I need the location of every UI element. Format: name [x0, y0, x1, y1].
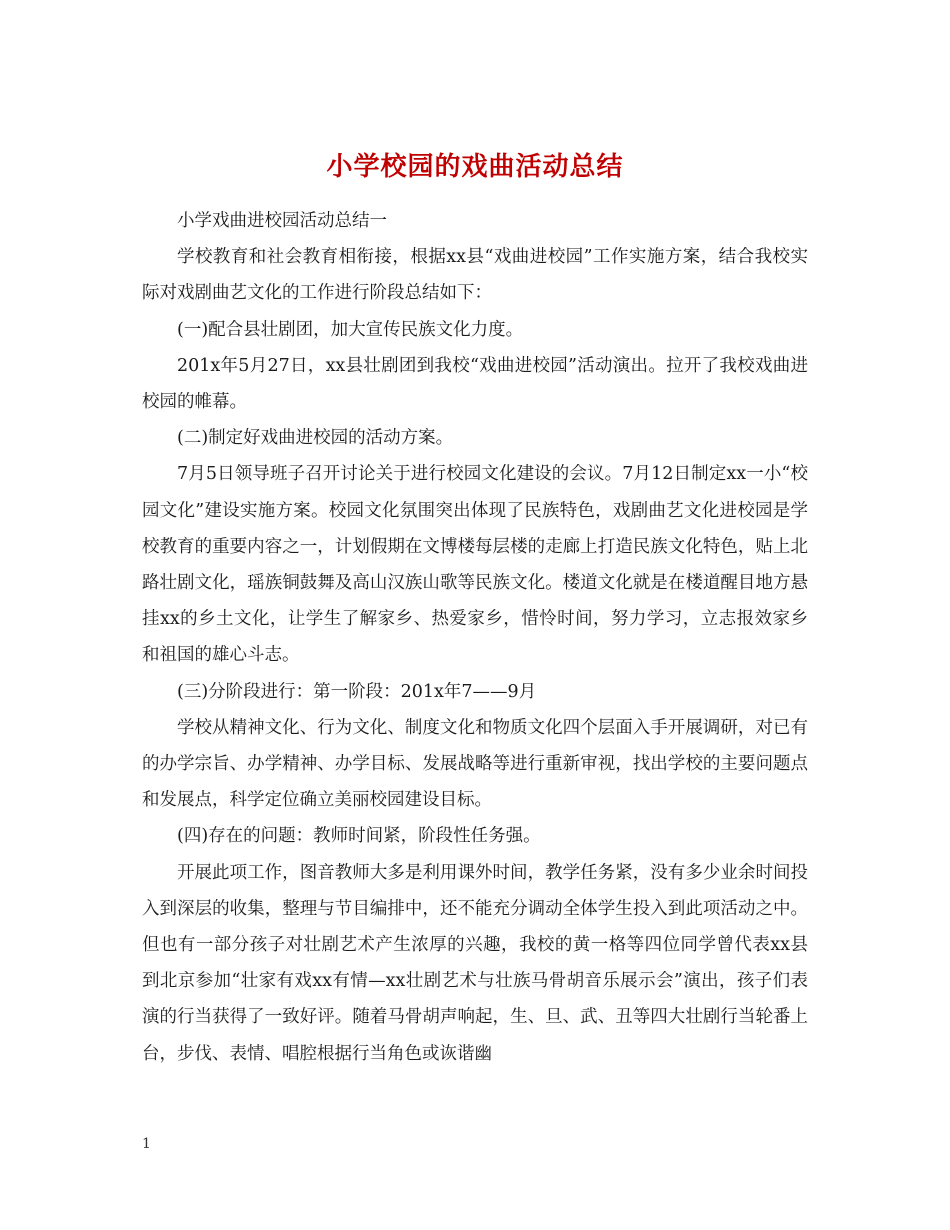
section-heading: 小学戏曲进校园活动总结一 [177, 211, 387, 231]
page-number: 1 [142, 1136, 151, 1152]
paragraph: 开展此项工作，图音教师大多是利用课外时间，教学任务紧，没有多少业余时间投入到深层的收集，整理与节目编排中，还不能充分调动全体学生投入到此项活动之中。但也有一部分孩子对壮剧艺术产生浓厚的兴趣，我校的黄一格等四位同学曾代表xx县到北京参加“壮家有戏xx有情—xx壮剧艺术与壮族马骨胡音乐展示会”演出，孩子们表演的行当获得了一致好评。随着马骨胡声响起，生、旦、武、丑等四大壮剧行当轮番上台，步伐、表情、唱腔根据行当角色或诙谐幽 [142, 862, 808, 1064]
paragraph: 学校教育和社会教育相衔接，根据xx县“戏曲进校园”工作实施方案，结合我校实际对戏剧曲艺文化的工作进行阶段总结如下： [142, 247, 808, 304]
document-title: 小学校园的戏曲活动总结 [326, 152, 624, 183]
subsection-heading: (四)存在的问题：教师时间紧，阶段性任务强。 [177, 826, 541, 847]
subsection-heading: (三)分阶段进行：第一阶段：201x年7——9月 [177, 681, 537, 702]
paragraph: 学校从精神文化、行为文化、制度文化和物质文化四个层面入手开展调研，对已有的办学宗旨、办学精神、办学目标、发展战略等进行重新审视，找出学校的主要问题点和发展点，科学定位确立美丽校园建设目标。 [142, 717, 808, 811]
paragraph: 201x年5月27日，xx县壮剧团到我校“戏曲进校园”活动演出。拉开了我校戏曲进校园的帷幕。 [142, 355, 808, 413]
document-body [142, 203, 808, 1072]
paragraph: 7月5日领导班子召开讨论关于进行校园文化建设的会议。7月12日制定xx一小“校园文化”建设实施方案。校园文化氛围突出体现了民族特色，戏剧曲艺文化进校园是学校教育的重要内容之一，计划假期在文博楼每层楼的走廊上打造民族文化特色，贴上北路壮剧文化，瑶族铜鼓舞及高山汉族山歌等民族文化。楼道文化就是在楼道醒目地方悬挂xx的乡土文化，让学生了解家乡、热爱家乡，惜怜时间，努力学习，立志报效家乡和祖国的雄心斗志。 [142, 464, 808, 666]
subsection-heading: (一)配合县壮剧团，加大宣传民族文化力度。 [177, 319, 524, 340]
subsection-heading: (二)制定好戏曲进校园的活动方案。 [177, 428, 454, 449]
